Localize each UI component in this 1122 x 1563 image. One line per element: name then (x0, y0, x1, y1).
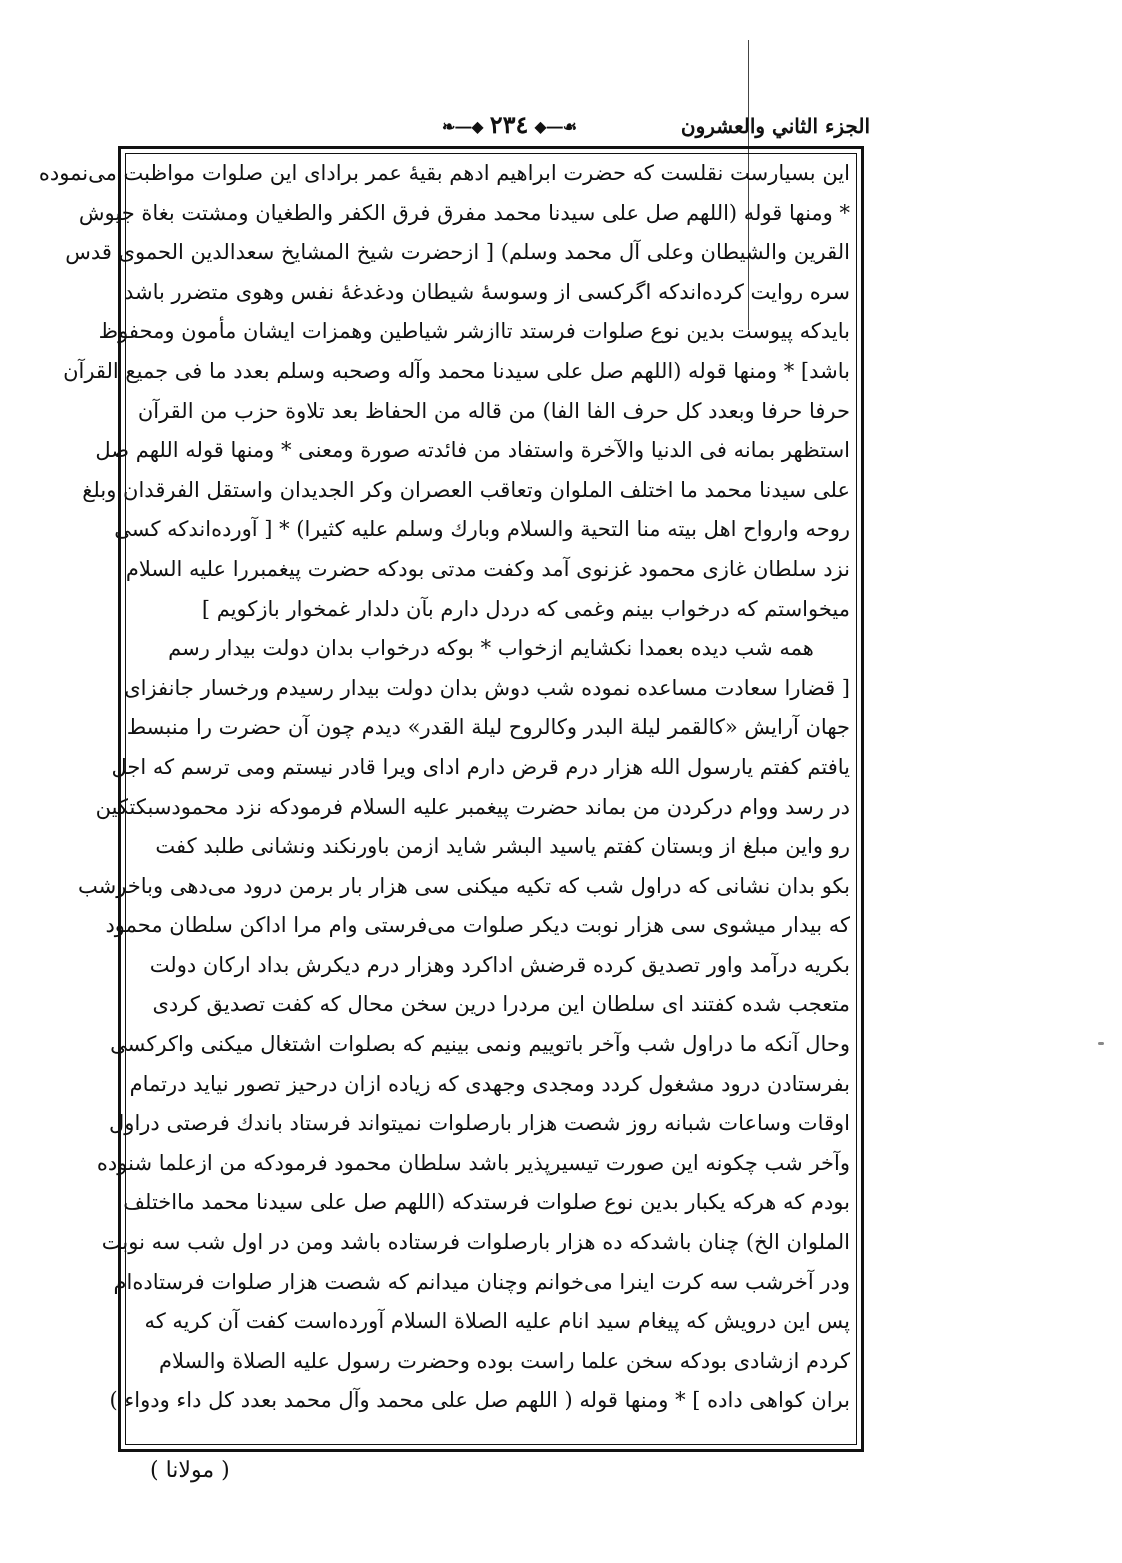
text-line: رو واین مبلغ از وبستان کفتم یاسید البشر شاید ازمن باورنکند ونشانی طلبد کفت (155, 834, 850, 859)
text-line: یافتم کفتم یارسول الله هزار درم قرض دارم ادای ویرا قادر نیستم ومی ترسم که اجل (111, 754, 850, 779)
text-line: نزد سلطان غازی محمود غزنوی آمد وکفت مدتی بودکه حضرت پیغمبررا علیه السلام (125, 556, 850, 581)
poem-line: همه شب دیده بعمدا نکشایم ازخواب * بوکه درخواب بدان دولت بیدار رسم (168, 636, 814, 661)
text-line: روحه وارواح اهل بیته منا التحیة والسلام وبارك وسلم علیه کثیرا) * [ آورده‌اندکه کسی (114, 517, 850, 542)
text-line: در رسد ووام درکردن من بماند حضرت پیغمبر علیه السلام فرمودکه نزد محمودسبکتکین (95, 794, 850, 819)
text-line: متعجب شده کفتند ای سلطان این مردرا درین سخن محال که کفت تصدیق کردی (152, 992, 850, 1017)
text-line: حرفا حرفا وبعدد کل حرف الفا الفا) من قاله من الحفاظ بعد تلاوة حزب من القرآن (137, 398, 850, 423)
text-line: جهان آرایش «کالقمر لیلة البدر وکالروح لیلة القدر» دیدم چون آن حضرت را منبسط (126, 715, 850, 740)
text-line: کردم ازشادی بودکه سخن علما راست بوده وحضرت رسول علیه الصلاة والسلام (158, 1348, 850, 1373)
text-line: بفرستادن درود مشغول کردد ومجدی وجهدی که زیاده ازان درحیز تصور نیاید درتمام (129, 1071, 850, 1096)
text-line: این بسیارست نقلست که حضرت ابراهیم ادهم بقیهٔ عمر برادای این صلوات مواظبت می‌نموده (38, 161, 850, 185)
catchword: ( مولانا ) (150, 1458, 230, 1483)
text-line: [ قضارا سعادت مساعده نموده شب دوش بدان دولت بیدار رسیدم ورخسار جانفزای (124, 675, 850, 700)
part-title: الجزء الثاني والعشرون (680, 114, 870, 138)
text-line: استظهر بمانه فی الدنیا والآخرة واستفاد من فائدته صورة ومعنی * ومنها قوله اللهم صل (95, 438, 850, 463)
text-line: * ومنها قوله (اللهم صل علی سیدنا محمد مفرق فرق الکفر والطغیان ومشتت بغاة جیوش (78, 200, 850, 225)
text-line: اوقات وساعات شبانه روز شصت هزار بارصلوات نمیتواند فرستاد باندك فرصتی دراول (109, 1111, 850, 1136)
right-ornament-icon: ◆―☙ (534, 117, 578, 136)
text-line: که بیدار میشوی سی هزار نوبت دیکر صلوات می‌فرستی وام مرا اداکن سلطان محمود (105, 913, 850, 938)
text-line: باشد] * ومنها قوله (اللهم صل علی سیدنا محمد وآله وصحبه وسلم بعدد ما فی جمیع القرآن (63, 358, 850, 383)
text-line: القرین والشیطان وعلی آل محمد وسلم) [ ازحضرت شیخ المشایخ سعدالدین الحموی قدس (65, 240, 850, 265)
paper-speck (1098, 1042, 1104, 1045)
text-line: وحال آنکه ما دراول شب وآخر باتوییم ونمی بینیم که بصلوات اشتغال میکنی واکرکسی (110, 1032, 850, 1057)
text-line: بایدکه پیوست بدین نوع صلوات فرستد تاازشر شیاطین وهمزات ایشان مأمون ومحفوظ (98, 319, 850, 344)
text-line: میخواستم که درخواب بینم وغمی که دردل دارم بآن دلدار غمخوار بازکویم ] (201, 596, 850, 621)
text-line: بکو بدان نشانی که دراول شب که تکیه میکنی سی هزار بار برمن درود می‌دهی وباخرشب (77, 873, 850, 898)
text-line: پس این درویش که پیغام سید انام علیه الصلاة السلام آورده‌است کفت آن کریه که (144, 1309, 850, 1334)
text-line: ودر آخرشب سه کرت اینرا می‌خوانم وچنان میدانم که شصت هزار صلوات فرستاده‌ام (113, 1269, 850, 1294)
text-line: بکریه درآمد واور تصدیق کرده قرضش اداکرد وهزار درم دیکرش بداد ارکان دولت (149, 952, 850, 977)
body-text (38, 154, 850, 1421)
page-number-block (436, 110, 583, 139)
text-line: الملوان الخ) چنان باشدکه ده هزار بارصلوات فرستاده باشد ومن در اول شب سه نوبت (101, 1230, 850, 1255)
text-line: بودم که هرکه یکبار بدین نوع صلوات فرستدکه (اللهم صل علی سیدنا محمد مااختلف (123, 1190, 850, 1215)
text-line: سره روایت کرده‌اندکه اگرکسی از وسوسهٔ شیطان ودغدغهٔ نفس وهوی متضرر باشد (123, 279, 850, 304)
text-line: علی سیدنا محمد ما اختلف الملوان وتعاقب العصران وکر الجدیدان واستقل الفرقدان وبلغ (82, 477, 850, 502)
page-number: ٢٣٤ (489, 110, 529, 139)
text-line: وآخر شب چکونه این صورت تیسیرپذیر باشد سلطان محمود فرمودکه من ازعلما شنوده (96, 1150, 850, 1175)
left-ornament-icon: ❧―◆ (442, 117, 484, 136)
text-line: بران کواهی داده ] * ومنها قوله ( اللهم صل علی محمد وآل محمد بعدد کل داء ودواء ) (109, 1388, 850, 1413)
page-header (118, 108, 870, 148)
